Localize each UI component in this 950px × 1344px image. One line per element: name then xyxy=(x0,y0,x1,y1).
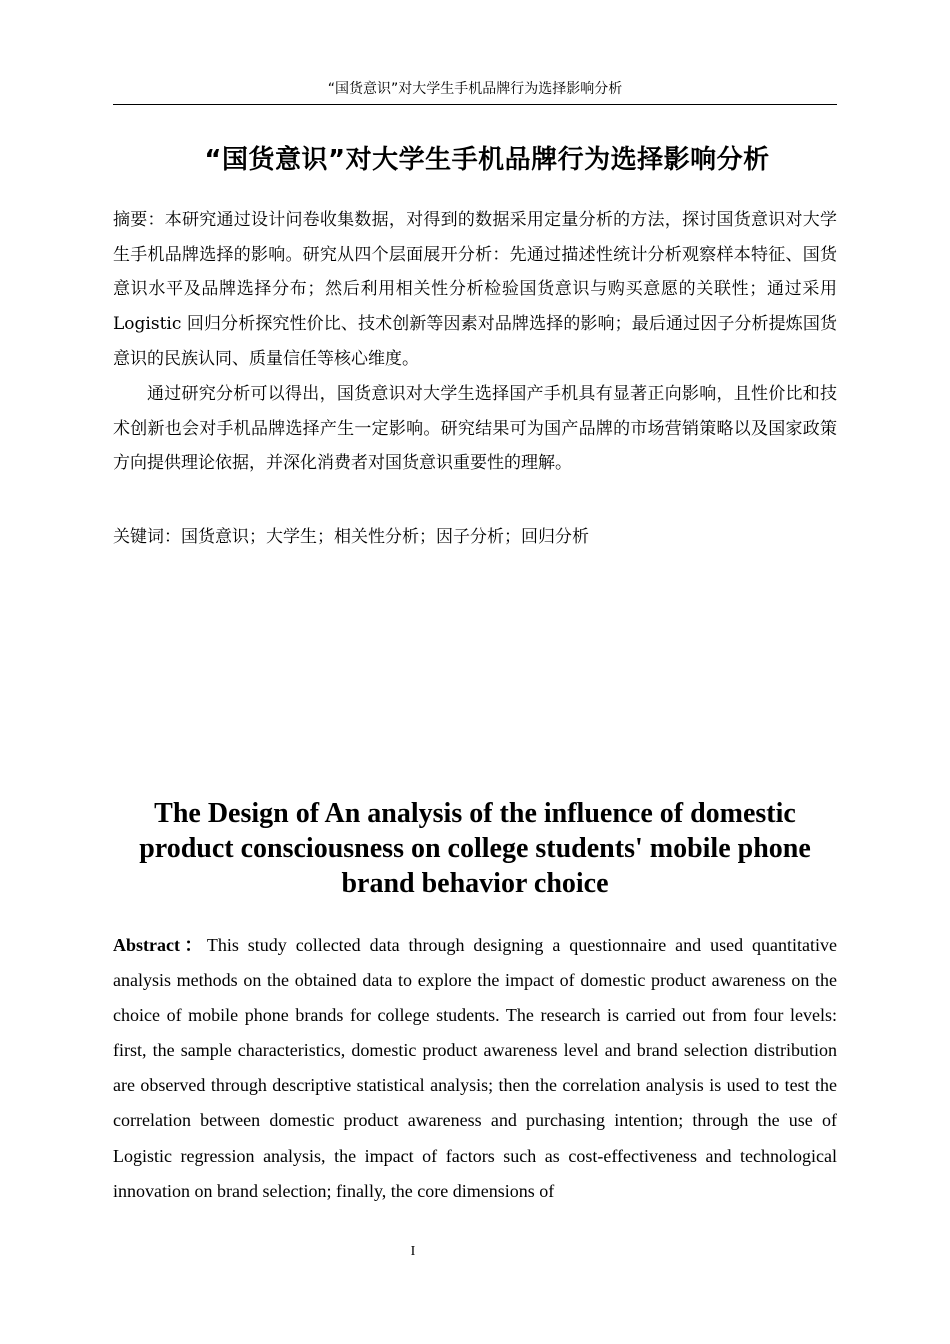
chinese-abstract-paragraph-1 xyxy=(113,203,837,377)
english-title-line-2: product consciousness on college students' mobile phone xyxy=(139,833,811,864)
chinese-abstract-paragraph-2: 通过研究分析可以得出，国货意识对大学生选择国产手机具有显著正向影响，且性价比和技术创新也会对手机品牌选择产生一定影响。研究结果可为国产品牌的市场营销策略以及国家政策方向提供理论依据，并深化消费者对国货意识重要性的理解。 xyxy=(113,384,837,474)
chinese-keywords-text: 国货意识；大学生；相关性分析；因子分析；回归分析 xyxy=(181,527,589,547)
chinese-title: “国货意识”对大学生手机品牌行为选择影响分析 xyxy=(204,145,770,175)
english-abstract xyxy=(113,928,837,1209)
english-title-line-3: brand behavior choice xyxy=(341,868,609,899)
chinese-keywords xyxy=(113,520,837,554)
chinese-keywords-label: 关键词： xyxy=(113,527,181,547)
running-header: “国货意识”对大学生手机品牌行为选择影响分析 xyxy=(327,81,623,97)
page-number: I xyxy=(410,1244,416,1259)
english-abstract-text: This study collected data through designing a questionnaire and used quantitative analysis methods on the obtained data to explore the impact of domestic product awareness on the choice of mobile phone brands for college students. The research is carried out from four levels: first, the sample characteristics, domestic product awareness level and brand selection distribution are observed through descriptive statistical analysis; then the correlation analysis is used to test the correlation between domestic product awareness and purchasing intention; through the use of Logistic regression analysis, the impact of factors such as cost-effectiveness and technological innovation on brand selection; finally, the core dimensions of xyxy=(113,935,837,1201)
english-abstract-label: Abstract： xyxy=(113,935,207,955)
english-title-line-1: The Design of An analysis of the influence of domestic xyxy=(154,798,796,829)
chinese-abstract-label: 摘要： xyxy=(113,210,165,230)
header-divider xyxy=(113,104,837,105)
english-title xyxy=(113,796,837,901)
chinese-abstract-text-1: 本研究通过设计问卷收集数据，对得到的数据采用定量分析的方法，探讨国货意识对大学生手机品牌选择的影响。研究从四个层面展开分析：先通过描述性统计分析观察样本特征、国货意识水平及品牌选择分布；然后利用相关性分析检验国货意识与购买意愿的关联性；通过采用 Logistic 回归分析探究性价比、技术创新等因素对品牌选择的影响；最后通过因子分析提炼国货意识的民族认同、质量信任等核心维度。 xyxy=(113,210,838,369)
